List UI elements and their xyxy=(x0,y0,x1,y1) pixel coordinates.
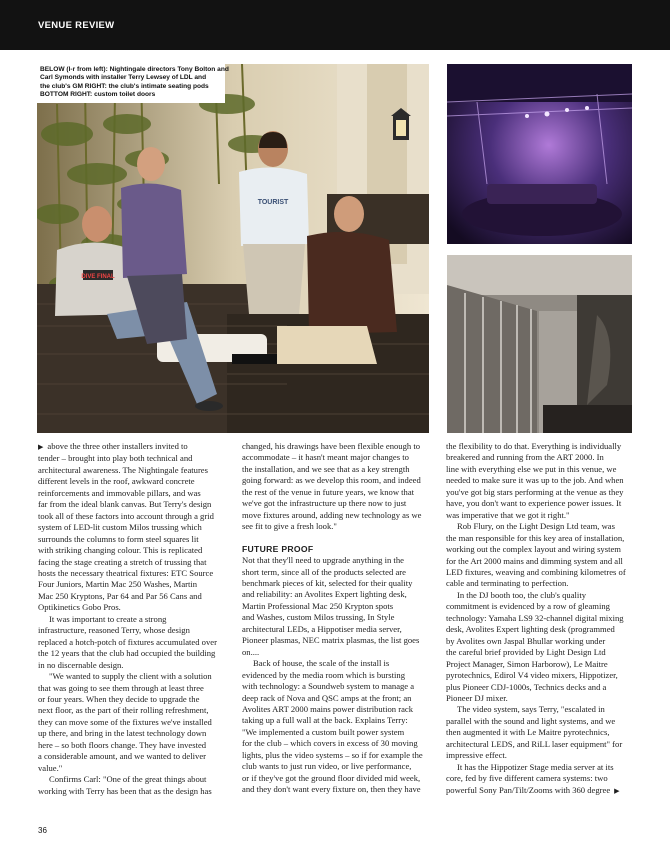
body-line: infrastructure, reasoned Terry, whose design xyxy=(38,625,190,636)
body-line: and Washes, custom Milos trussing, In Style xyxy=(242,612,395,623)
body-line: in no discernable design. xyxy=(38,659,124,670)
body-line: the careful brief provided by Light Design Ltd xyxy=(446,647,606,658)
body-line: hosts the necessary theatrical fixtures: ETC Source xyxy=(38,567,214,578)
body-line: accommodate – it hasn't meant major changes to xyxy=(242,452,409,463)
body-line: Project Manager, Simon Harborow), Le Maitre xyxy=(446,658,608,669)
body-line: or four years. When they decide to upgrade the xyxy=(38,693,200,704)
body-line: Mac 250 Kryptons, Par 64 and Par 56 Cans and xyxy=(38,590,202,601)
body-line: for the Art 2000 mains and dimming system and all xyxy=(446,555,623,566)
body-line: It was important to create a strong xyxy=(49,613,167,624)
body-line: line with everything else we put in this venue, we xyxy=(446,463,617,474)
body-line: system of LED-lit custom Milos trussing which xyxy=(38,522,202,533)
body-line: up there, and bring in the latest technology down xyxy=(38,728,207,739)
body-line: LED fixtures, weaving and combining kilometres of xyxy=(446,566,626,577)
body-line: architectural LEDS, and RiLL laser equipment" for xyxy=(446,738,623,749)
body-line: and they don't want every fixture on, then they have xyxy=(242,784,421,795)
body-line: you've got big stars performing at the venue as they xyxy=(446,486,624,497)
body-line: technology: Yamaha LS9 32-channel digital mixing xyxy=(446,612,624,623)
caption-line: BOTTOM RIGHT: custom toilet doors xyxy=(40,91,156,99)
body-line: Not that they'll need to upgrade anything in the xyxy=(242,555,404,566)
body-line: taking up a full wall at the back. Explains Terry: xyxy=(242,715,408,726)
body-line: on.... xyxy=(242,646,260,657)
text-column-3 xyxy=(446,441,641,797)
body-line: have, you don't want to experience power issues. It xyxy=(446,498,622,509)
body-line: plus Pioneer CDJ-1000s, Technics decks and a xyxy=(446,681,607,692)
body-line: that was going to see them through at least three xyxy=(38,682,204,693)
body-line: lights, plus the video systems – so if for example the xyxy=(242,749,423,760)
body-line: The video system, says Terry, "escalated in xyxy=(457,704,605,715)
body-line: surrounds the columns to form steel squares lit xyxy=(38,533,199,544)
body-line: Avolites ART 2000 mains power distribution rack xyxy=(242,703,414,714)
body-line: facing the stage creating a stretch of trussing that xyxy=(38,556,207,567)
body-line: then augmented it with Le Maitre pyrotechnics, xyxy=(446,727,610,738)
body-line: architectural awareness. The Nightingale features xyxy=(38,464,208,475)
body-line: parallel with the sound and light systems, and we xyxy=(446,715,616,726)
body-line: see fit to give a fresh look." xyxy=(242,521,337,532)
body-line: for the club – which covers in excess of 30 moving xyxy=(242,738,418,749)
page-number: 36 xyxy=(38,826,47,835)
body-line: needed to make sure it was up to the job. And when xyxy=(446,475,624,486)
body-line: "We wanted to supply the client with a solution xyxy=(49,671,212,682)
body-line: and reliability: an Avolites Expert lighting desk, xyxy=(242,589,407,600)
caption-line: the club's GM RIGHT: the club's intimate seating pods xyxy=(40,82,209,90)
section-heading: FUTURE PROOF xyxy=(242,543,314,554)
body-line: desk, Avolites Expert lighting desk (programmed xyxy=(446,624,615,635)
body-line: Martin Professional Mac 250 Krypton spots xyxy=(242,600,394,611)
body-line: with striking changing colour. This is replicated xyxy=(38,545,203,556)
body-line: going forward: as we develop this room, and indeed xyxy=(242,475,421,486)
main-photo xyxy=(37,64,429,433)
body-line: far from the ideal blank canvas. But Terry's design xyxy=(38,499,212,510)
body-line: cable and terminating to perfection. xyxy=(446,578,569,589)
body-line: the 12 years that the club had occupied the building xyxy=(38,648,216,659)
body-line: move fixtures around, adding new technology as we xyxy=(242,509,422,520)
svg-text:TOURIST: TOURIST xyxy=(257,199,289,206)
text-column-2 xyxy=(242,441,438,796)
body-line: breakered and running from the ART 2000. In xyxy=(446,452,604,463)
body-line: "We implemented a custom built power system xyxy=(242,726,405,737)
body-line: with technology: a Soundweb system to manage a xyxy=(242,681,415,692)
body-line: the flexibility to do that. Everything is individually xyxy=(446,441,622,451)
body-line: tender – brought into play both technical and xyxy=(38,453,193,464)
body-line: Pioneer DJ mixer. xyxy=(446,692,508,703)
body-line: or if they've got the ground floor divided mid week, xyxy=(242,772,421,783)
triangle-right-icon: ▶ xyxy=(38,443,44,451)
body-line: changed, his drawings have been flexible enough to xyxy=(242,441,421,451)
body-line: Pioneer plasmas, NEC matrix plasmas, the list goes xyxy=(242,635,420,646)
body-line: took all of these factors into account through a grid xyxy=(38,510,214,521)
body-line: Four Juniors, Martin Mac 250 Washes, Martin xyxy=(38,579,198,590)
body-line: club wants to just run video, or live performance, xyxy=(242,761,412,772)
body-line: In the DJ booth too, the club's quality xyxy=(457,589,587,600)
body-line: the rest of the venue in future years, we know that xyxy=(242,486,415,497)
body-line: working out the complex layout and wiring system xyxy=(446,544,621,555)
body-line: a considerable amount, and we wanted to deliver xyxy=(38,751,206,762)
body-line: Optikinetics Gobo Pros. xyxy=(38,602,121,613)
caption-line: BELOW (l-r from left): Nightingale directors Tony Bolton and xyxy=(40,66,229,73)
body-line: architectural LEDs, a Hippotiser media server, xyxy=(242,623,402,634)
body-line: evidenced by the media room which is bursting xyxy=(242,669,406,680)
body-line: the man responsible for this key area of installation, xyxy=(446,532,625,543)
header-bar xyxy=(0,0,670,50)
body-line: different levels in the roof, awkward concrete xyxy=(38,476,195,487)
caption-line: Carl Symonds with installer Terry Lewsey of LDL and xyxy=(40,74,207,82)
body-line: benchmark pieces of kit, selected for their quality xyxy=(242,577,413,588)
body-line: next floor, as the part of their rolling refreshment, xyxy=(38,705,209,716)
body-line: replaced a hotch-potch of fixtures accumulated over xyxy=(38,636,217,647)
body-line: by Avolites own Jaspal Bhullar working under xyxy=(446,635,606,646)
body-line: value." xyxy=(38,762,63,773)
body-line: ▶ above the three other installers invited to xyxy=(38,441,188,451)
body-line: pyrotechnics, Edirol V4 video mixers, Hippotizer, xyxy=(446,670,618,681)
body-line: the installation, and we see that as a key strength xyxy=(242,463,410,474)
body-line: Rob Flury, on the Light Design Ltd team, was xyxy=(457,521,615,532)
toilet-doors-photo xyxy=(447,255,632,433)
section-label: VENUE REVIEW xyxy=(38,20,115,31)
triangle-right-icon: ▶ xyxy=(614,786,620,795)
body-line: was imperative that we got it right." xyxy=(446,509,570,520)
body-line: It has the Hippotizer Stage media server at its xyxy=(457,761,614,772)
body-line: deep rack of Nova and QSC amps at the front; an xyxy=(242,692,412,703)
photo-caption xyxy=(37,64,229,103)
body-line: commitment is evidenced by a row of gleaming xyxy=(446,601,610,612)
body-line: short term, since all of the products selected are xyxy=(242,566,406,577)
body-line: reinforcements and immovable pillars, and was xyxy=(38,487,201,498)
body-line: they can move some of the fixtures we've installed xyxy=(38,716,212,727)
body-line: impressive effect. xyxy=(446,750,507,761)
tshirt-print: DIVE FINAL xyxy=(81,274,115,280)
text-column-1 xyxy=(38,441,233,797)
body-line: Back of house, the scale of the install is xyxy=(253,658,390,669)
seating-pods-photo xyxy=(447,64,632,244)
body-line: Confirms Carl: "One of the great things about xyxy=(49,774,207,785)
body-line: we've got the infrastructure up there now to just xyxy=(242,498,407,509)
body-line: here – so both floors change. They have invested xyxy=(38,739,207,750)
body-line: working with Terry has been that as the design has xyxy=(38,785,212,796)
body-line: powerful Sony Pan/Tilt/Zooms with 360 degree ▶ xyxy=(446,784,620,795)
body-line: core, fed by five different camera systems: two xyxy=(446,773,608,784)
